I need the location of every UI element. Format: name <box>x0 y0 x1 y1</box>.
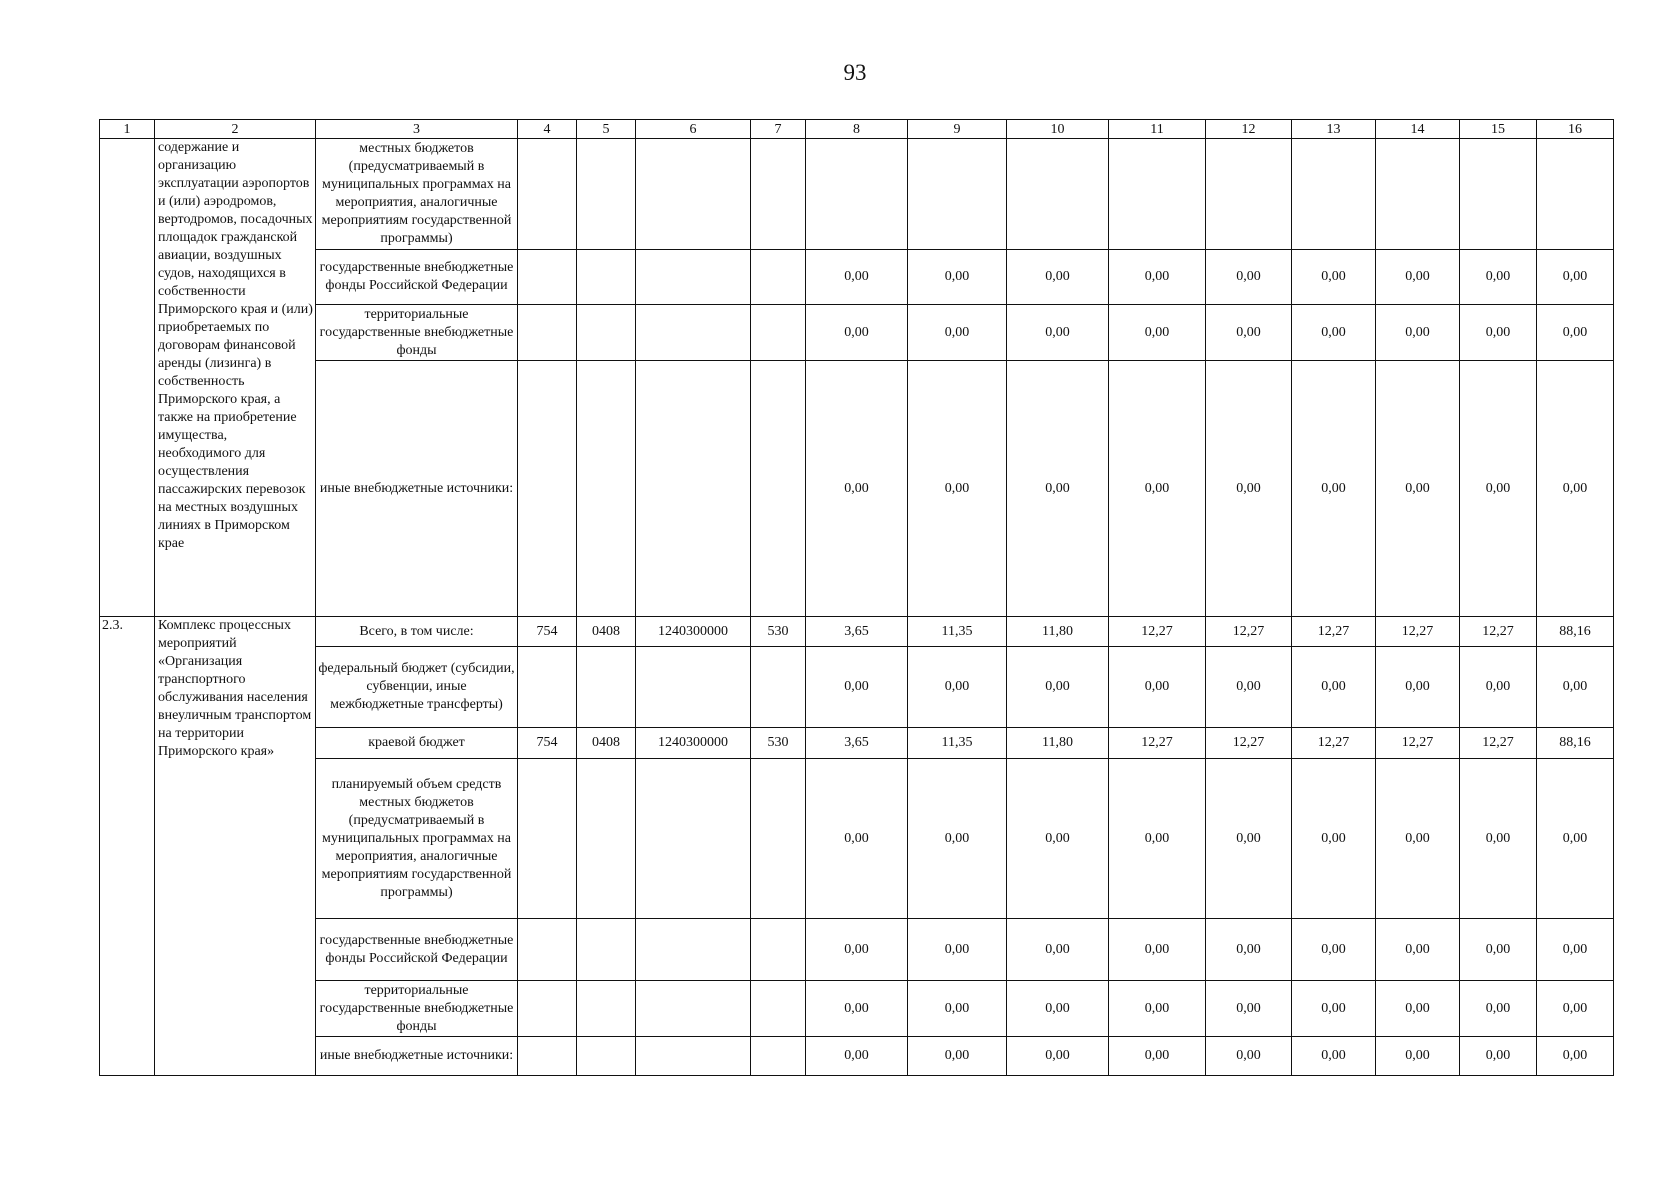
amount-cell: 12,27 <box>1376 617 1460 647</box>
budget-code <box>636 919 751 981</box>
amount-cell: 0,00 <box>1109 759 1206 919</box>
amount-cell: 0,00 <box>1206 981 1292 1037</box>
amount-cell: 0,00 <box>1537 981 1614 1037</box>
column-header-1: 1 <box>100 120 155 139</box>
amount-cell: 12,27 <box>1460 617 1537 647</box>
amount-cell: 0,00 <box>1376 647 1460 728</box>
amount-cell: 0,00 <box>1007 919 1109 981</box>
amount-cell: 0,00 <box>806 647 908 728</box>
budget-code <box>577 647 636 728</box>
table-row <box>100 1037 1614 1076</box>
funding-source: планируемый объем средств местных бюджетов (предусматриваемый в муниципальных программах на мероприятия, аналогичные мероприятиям государственной программы) <box>316 759 518 919</box>
amount-cell: 0,00 <box>1007 250 1109 305</box>
amount-cell: 0,00 <box>806 305 908 361</box>
amount-cell: 0,00 <box>1206 1037 1292 1076</box>
amount-cell: 0,00 <box>1206 919 1292 981</box>
amount-cell: 0,00 <box>1109 361 1206 617</box>
amount-cell <box>1109 139 1206 250</box>
amount-cell: 0,00 <box>1460 647 1537 728</box>
budget-code <box>577 981 636 1037</box>
budget-code <box>636 1037 751 1076</box>
budget-code <box>751 305 806 361</box>
column-header-12: 12 <box>1206 120 1292 139</box>
amount-cell: 0,00 <box>1376 1037 1460 1076</box>
budget-code <box>577 919 636 981</box>
amount-cell <box>908 139 1007 250</box>
budget-code <box>636 250 751 305</box>
amount-cell: 12,27 <box>1460 728 1537 759</box>
amount-cell: 11,35 <box>908 728 1007 759</box>
amount-cell: 0,00 <box>1376 361 1460 617</box>
funding-source: территориальные государственные внебюджетные фонды <box>316 305 518 361</box>
amount-cell: 0,00 <box>1109 981 1206 1037</box>
budget-code <box>751 361 806 617</box>
funding-source: государственные внебюджетные фонды Российской Федерации <box>316 919 518 981</box>
amount-cell: 0,00 <box>1206 759 1292 919</box>
amount-cell: 0,00 <box>1537 361 1614 617</box>
amount-cell: 0,00 <box>1292 305 1376 361</box>
amount-cell: 0,00 <box>908 919 1007 981</box>
budget-code <box>518 305 577 361</box>
column-header-10: 10 <box>1007 120 1109 139</box>
amount-cell: 0,00 <box>1292 919 1376 981</box>
amount-cell: 0,00 <box>1292 981 1376 1037</box>
table-row <box>100 305 1614 361</box>
amount-cell: 0,00 <box>1292 759 1376 919</box>
amount-cell: 12,27 <box>1109 617 1206 647</box>
amount-cell: 0,00 <box>1376 305 1460 361</box>
column-header-6: 6 <box>636 120 751 139</box>
funding-source: иные внебюджетные источники: <box>316 361 518 617</box>
item-description: Комплекс процессных мероприятий «Организация транспортного обслуживания населения внеуличным транспортом на территории Приморского края» <box>155 617 316 1076</box>
column-header-3: 3 <box>316 120 518 139</box>
funding-source: местных бюджетов (предусматриваемый в муниципальных программах на мероприятия, аналогичные мероприятиям государственной программы) <box>316 139 518 250</box>
column-header-5: 5 <box>577 120 636 139</box>
amount-cell: 0,00 <box>1292 361 1376 617</box>
amount-cell: 0,00 <box>908 1037 1007 1076</box>
budget-code: 1240300000 <box>636 617 751 647</box>
amount-cell: 0,00 <box>1206 647 1292 728</box>
budget-code: 1240300000 <box>636 728 751 759</box>
budget-code: 0408 <box>577 617 636 647</box>
amount-cell: 12,27 <box>1206 617 1292 647</box>
amount-cell: 0,00 <box>908 305 1007 361</box>
budget-code <box>518 759 577 919</box>
amount-cell: 11,80 <box>1007 728 1109 759</box>
amount-cell: 0,00 <box>1376 759 1460 919</box>
amount-cell: 0,00 <box>1376 919 1460 981</box>
column-header-16: 16 <box>1537 120 1614 139</box>
amount-cell: 12,27 <box>1206 728 1292 759</box>
budget-code <box>751 981 806 1037</box>
amount-cell <box>1537 139 1614 250</box>
amount-cell: 0,00 <box>1109 250 1206 305</box>
column-header-9: 9 <box>908 120 1007 139</box>
budget-code: 530 <box>751 728 806 759</box>
amount-cell: 0,00 <box>1376 250 1460 305</box>
amount-cell: 0,00 <box>806 250 908 305</box>
amount-cell: 0,00 <box>1460 305 1537 361</box>
column-number-header <box>100 120 1614 139</box>
amount-cell: 3,65 <box>806 617 908 647</box>
table-row <box>100 139 1614 250</box>
budget-code <box>518 647 577 728</box>
budget-code <box>518 250 577 305</box>
amount-cell: 0,00 <box>1007 1037 1109 1076</box>
funding-source: территориальные государственные внебюджетные фонды <box>316 981 518 1037</box>
amount-cell: 0,00 <box>806 919 908 981</box>
item-number <box>100 139 155 617</box>
table-row <box>100 981 1614 1037</box>
budget-code <box>577 250 636 305</box>
amount-cell: 0,00 <box>1007 981 1109 1037</box>
table-row <box>100 361 1614 617</box>
item-number: 2.3. <box>100 617 155 1076</box>
amount-cell: 12,27 <box>1109 728 1206 759</box>
amount-cell: 0,00 <box>1460 759 1537 919</box>
amount-cell: 0,00 <box>806 759 908 919</box>
funding-source: краевой бюджет <box>316 728 518 759</box>
amount-cell: 0,00 <box>1206 361 1292 617</box>
budget-code <box>751 647 806 728</box>
column-header-14: 14 <box>1376 120 1460 139</box>
page-number: 93 <box>843 60 867 85</box>
amount-cell: 0,00 <box>908 361 1007 617</box>
budget-code <box>577 759 636 919</box>
budget-code <box>636 759 751 919</box>
budget-code <box>518 361 577 617</box>
amount-cell: 0,00 <box>806 981 908 1037</box>
column-header-8: 8 <box>806 120 908 139</box>
amount-cell: 3,65 <box>806 728 908 759</box>
funding-source: федеральный бюджет (субсидии, субвенции, иные межбюджетные трансферты) <box>316 647 518 728</box>
amount-cell: 0,00 <box>1007 759 1109 919</box>
amount-cell: 0,00 <box>908 647 1007 728</box>
amount-cell: 88,16 <box>1537 617 1614 647</box>
column-header-2: 2 <box>155 120 316 139</box>
amount-cell: 0,00 <box>806 1037 908 1076</box>
table-row <box>100 647 1614 728</box>
table-row <box>100 250 1614 305</box>
budget-table <box>99 119 1614 1076</box>
column-header-13: 13 <box>1292 120 1376 139</box>
budget-code: 754 <box>518 617 577 647</box>
budget-code <box>518 1037 577 1076</box>
table-row <box>100 919 1614 981</box>
column-header-4: 4 <box>518 120 577 139</box>
column-header-7: 7 <box>751 120 806 139</box>
amount-cell: 0,00 <box>806 361 908 617</box>
amount-cell <box>1206 139 1292 250</box>
budget-code <box>577 139 636 250</box>
amount-cell: 0,00 <box>1007 305 1109 361</box>
amount-cell: 0,00 <box>1007 361 1109 617</box>
amount-cell: 0,00 <box>1537 305 1614 361</box>
amount-cell: 0,00 <box>1537 759 1614 919</box>
budget-code <box>636 361 751 617</box>
amount-cell: 0,00 <box>908 759 1007 919</box>
table-row <box>100 759 1614 919</box>
amount-cell: 88,16 <box>1537 728 1614 759</box>
budget-code <box>636 139 751 250</box>
amount-cell: 12,27 <box>1376 728 1460 759</box>
amount-cell: 0,00 <box>1292 647 1376 728</box>
column-header-11: 11 <box>1109 120 1206 139</box>
amount-cell: 11,35 <box>908 617 1007 647</box>
table-row <box>100 617 1614 647</box>
budget-code <box>636 647 751 728</box>
amount-cell <box>806 139 908 250</box>
budget-code <box>518 139 577 250</box>
amount-cell: 11,80 <box>1007 617 1109 647</box>
amount-cell: 0,00 <box>1007 647 1109 728</box>
budget-code <box>751 250 806 305</box>
amount-cell <box>1460 139 1537 250</box>
budget-code: 530 <box>751 617 806 647</box>
amount-cell: 12,27 <box>1292 728 1376 759</box>
amount-cell: 0,00 <box>1109 1037 1206 1076</box>
amount-cell: 0,00 <box>1292 1037 1376 1076</box>
amount-cell <box>1376 139 1460 250</box>
amount-cell: 0,00 <box>1460 981 1537 1037</box>
amount-cell: 0,00 <box>1537 1037 1614 1076</box>
amount-cell: 0,00 <box>1460 250 1537 305</box>
amount-cell: 0,00 <box>908 981 1007 1037</box>
budget-code <box>751 1037 806 1076</box>
amount-cell: 0,00 <box>1460 1037 1537 1076</box>
budget-code <box>751 919 806 981</box>
budget-code <box>636 305 751 361</box>
amount-cell: 0,00 <box>1109 305 1206 361</box>
amount-cell: 0,00 <box>1376 981 1460 1037</box>
amount-cell: 0,00 <box>908 250 1007 305</box>
amount-cell: 0,00 <box>1109 647 1206 728</box>
funding-source: Всего, в том числе: <box>316 617 518 647</box>
budget-code: 0408 <box>577 728 636 759</box>
funding-source: государственные внебюджетные фонды Российской Федерации <box>316 250 518 305</box>
item-description: содержание и организацию эксплуатации аэропортов и (или) аэродромов, вертодромов, посадочных площадок гражданской авиации, воздушных судов, находящихся в собственности Приморского края и (или) приобретаемых по договорам финансовой аренды (лизинга) в собственность Приморского края, а также на приобретение имущества, необходимого для осуществления пассажирских перевозок на местных воздушных линиях в Приморском крае <box>155 139 316 617</box>
amount-cell: 12,27 <box>1292 617 1376 647</box>
budget-code <box>577 361 636 617</box>
amount-cell <box>1292 139 1376 250</box>
amount-cell: 0,00 <box>1292 250 1376 305</box>
budget-code <box>577 1037 636 1076</box>
funding-source: иные внебюджетные источники: <box>316 1037 518 1076</box>
amount-cell <box>1007 139 1109 250</box>
budget-code <box>751 139 806 250</box>
budget-code <box>518 981 577 1037</box>
budget-code <box>636 981 751 1037</box>
budget-code: 754 <box>518 728 577 759</box>
amount-cell: 0,00 <box>1460 361 1537 617</box>
budget-code <box>518 919 577 981</box>
amount-cell: 0,00 <box>1460 919 1537 981</box>
amount-cell: 0,00 <box>1206 250 1292 305</box>
amount-cell: 0,00 <box>1537 647 1614 728</box>
budget-code <box>751 759 806 919</box>
table-row <box>100 728 1614 759</box>
amount-cell: 0,00 <box>1537 250 1614 305</box>
amount-cell: 0,00 <box>1537 919 1614 981</box>
amount-cell: 0,00 <box>1206 305 1292 361</box>
column-header-15: 15 <box>1460 120 1537 139</box>
amount-cell: 0,00 <box>1109 919 1206 981</box>
budget-code <box>577 305 636 361</box>
